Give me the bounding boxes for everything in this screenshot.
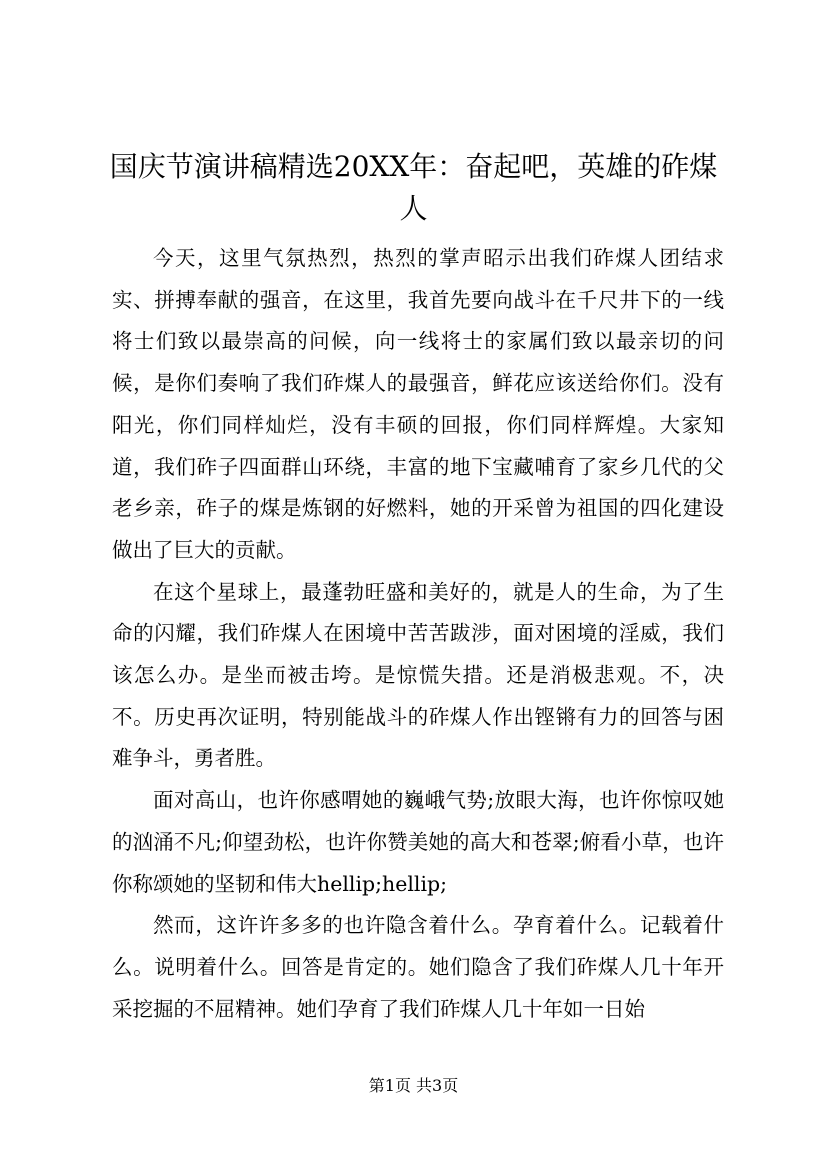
paragraph-1: 今天，这里气氛热烈，热烈的掌声昭示出我们砟煤人团结求实、拼搏奉献的强音，在这里，我首先要向战斗在千尺井下的一线将士们致以最崇高的问候，向一线将士的家属们致以最亲切的问候，是你们奏响了我们砟煤人的最强音，鲜花应该送给你们。没有阳光，你们同样灿烂，没有丰硕的回报，你们同样辉煌。大家知道，我们砟子四面群山环绕，丰富的地下宝藏哺育了家乡几代的父老乡亲，砟子的煤是炼钢的好燃料，她的开采曾为祖国的四化建设做出了巨大的贡献。 bbox=[112, 246, 724, 562]
paragraph-4: 然而，这许许多多的也许隐含着什么。孕育着什么。记载着什么。说明着什么。回答是肯定的。她们隐含了我们砟煤人几十年开采挖掘的不屈精神。她们孕育了我们砟煤人几十年如一日始 bbox=[112, 913, 724, 1021]
document-title: 国庆节演讲稿精选20XX年：奋起吧，英雄的砟煤人 bbox=[109, 150, 718, 225]
page-footer: 第1页 共3页 bbox=[368, 1076, 459, 1095]
document-body bbox=[112, 238, 724, 1030]
paragraph-3: 面对高山，也许你感喟她的巍峨气势;放眼大海，也许你惊叹她的汹涌不凡;仰望劲松，也许你赞美她的高大和苍翠;俯看小草，也许你称颂她的坚韧和伟大hellip;hellip; bbox=[112, 788, 724, 896]
paragraph-2: 在这个星球上，最蓬勃旺盛和美好的，就是人的生命，为了生命的闪耀，我们砟煤人在困境中苦苦跋涉，面对困境的淫威，我们该怎么办。是坐而被击垮。是惊慌失措。还是消极悲观。不，决不。历史再次证明，特别能战斗的砟煤人作出铿锵有力的回答与困难争斗，勇者胜。 bbox=[112, 579, 724, 771]
